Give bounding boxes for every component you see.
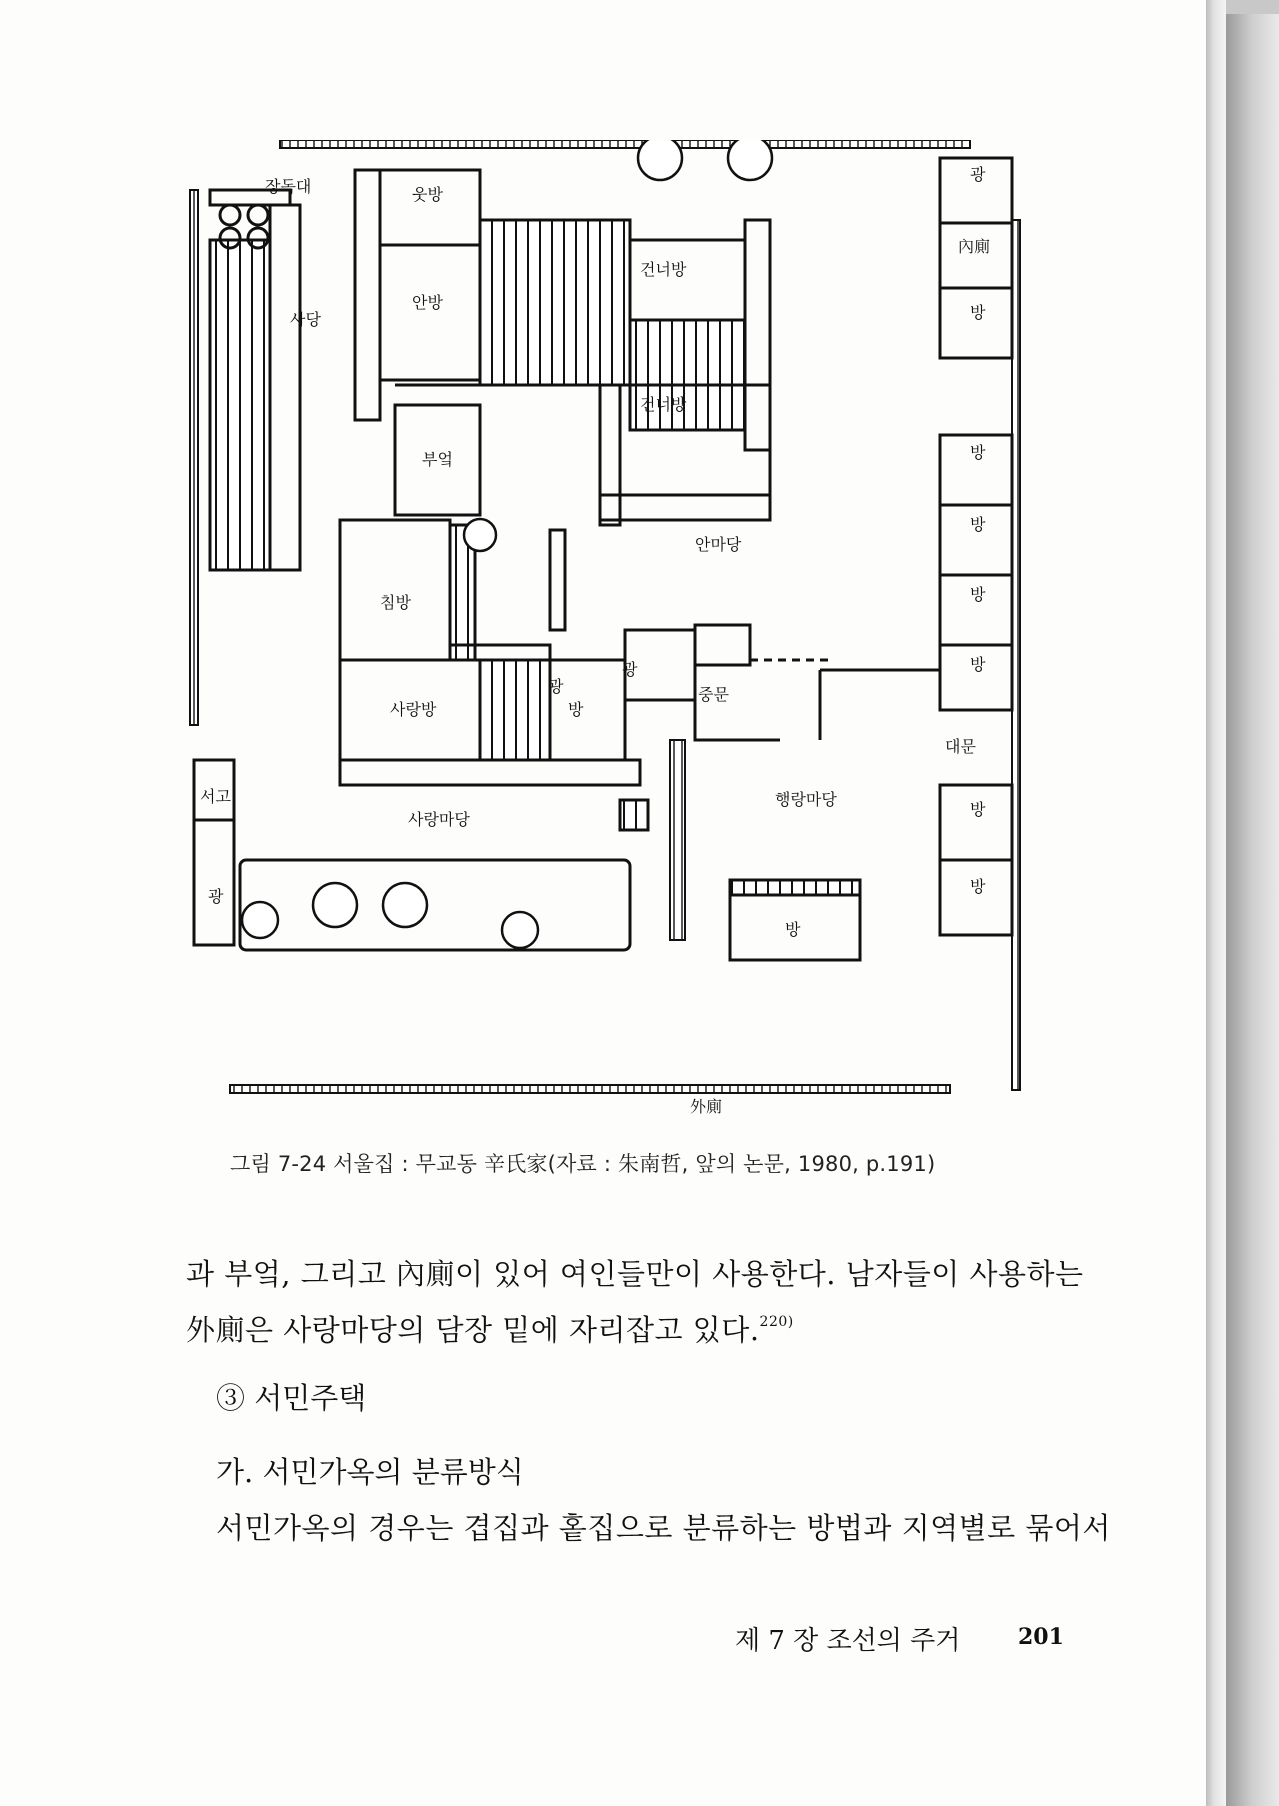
figure-caption: 그림 7-24 서울집 : 무교동 辛氏家(자료 : 朱南哲, 앞의 논문, 1980, p.191) bbox=[230, 1152, 936, 1176]
chapter-footer: 제 7 장 조선의 주거 bbox=[735, 1626, 961, 1656]
label-bang-right-2: 방 bbox=[970, 443, 986, 462]
label-bang-right-4: 방 bbox=[970, 585, 986, 604]
label-anmadang: 안마당 bbox=[695, 535, 742, 554]
floor-plan-drawing bbox=[150, 140, 1050, 1120]
label-jungmun: 중문 bbox=[698, 685, 729, 704]
label-bang-right-1: 방 bbox=[970, 303, 986, 322]
body-line-2-text: 外廁은 사랑마당의 담장 밑에 자리잡고 있다. bbox=[186, 1313, 760, 1347]
label-daemun: 대문 bbox=[945, 737, 976, 756]
label-oecheuk: 外廁 bbox=[690, 1097, 723, 1116]
subsection-heading: 가. 서민가옥의 분류방식 bbox=[216, 1455, 524, 1489]
label-sadang: 사당 bbox=[290, 310, 321, 329]
label-bang-bottom: 방 bbox=[785, 920, 801, 939]
label-haengnangmadang: 행랑마당 bbox=[775, 790, 837, 809]
label-gwang-mid-1: 광 bbox=[622, 660, 638, 679]
label-gwang-mid-2: 광 bbox=[548, 677, 564, 696]
label-bang-right-6: 방 bbox=[970, 800, 986, 819]
label-gwang-left: 광 bbox=[208, 887, 224, 906]
label-bang-right-5: 방 bbox=[970, 655, 986, 674]
label-bueok: 부엌 bbox=[422, 450, 453, 469]
label-bang-mid: 방 bbox=[568, 700, 584, 719]
label-seogo: 서고 bbox=[200, 787, 231, 806]
label-bang-right-7: 방 bbox=[970, 877, 986, 896]
page-edge bbox=[1206, 0, 1226, 1806]
footnote-ref: 220) bbox=[759, 1314, 794, 1330]
label-utbang: 웃방 bbox=[412, 185, 443, 204]
page-number: 201 bbox=[1018, 1624, 1064, 1650]
body-line-2 bbox=[186, 1308, 794, 1349]
label-anbang: 안방 bbox=[412, 293, 443, 312]
body-line-3: 서민가옥의 경우는 겹집과 홑집으로 분류하는 방법과 지역별로 묶어서 bbox=[216, 1511, 1111, 1545]
section-heading: ③ 서민주택 bbox=[216, 1381, 367, 1415]
floor-plan-figure bbox=[150, 140, 1050, 1120]
page-shadow bbox=[1226, 14, 1279, 1806]
label-naecheuk: 內廁 bbox=[958, 237, 991, 256]
body-line-1: 과 부엌, 그리고 內廁이 있어 여인들만이 사용한다. 남자들이 사용하는 bbox=[186, 1257, 1084, 1291]
label-geonneobang-lower: 건너방 bbox=[640, 395, 687, 414]
label-geonneobang-upper: 건너방 bbox=[640, 260, 687, 279]
label-jangdokdae: 장독대 bbox=[265, 177, 312, 196]
label-sarangmadang: 사랑마당 bbox=[408, 810, 470, 829]
label-sarangbang: 사랑방 bbox=[390, 700, 437, 719]
label-chimbang: 침방 bbox=[380, 593, 411, 612]
label-gwang-top: 광 bbox=[970, 165, 986, 184]
label-bang-right-3: 방 bbox=[970, 515, 986, 534]
